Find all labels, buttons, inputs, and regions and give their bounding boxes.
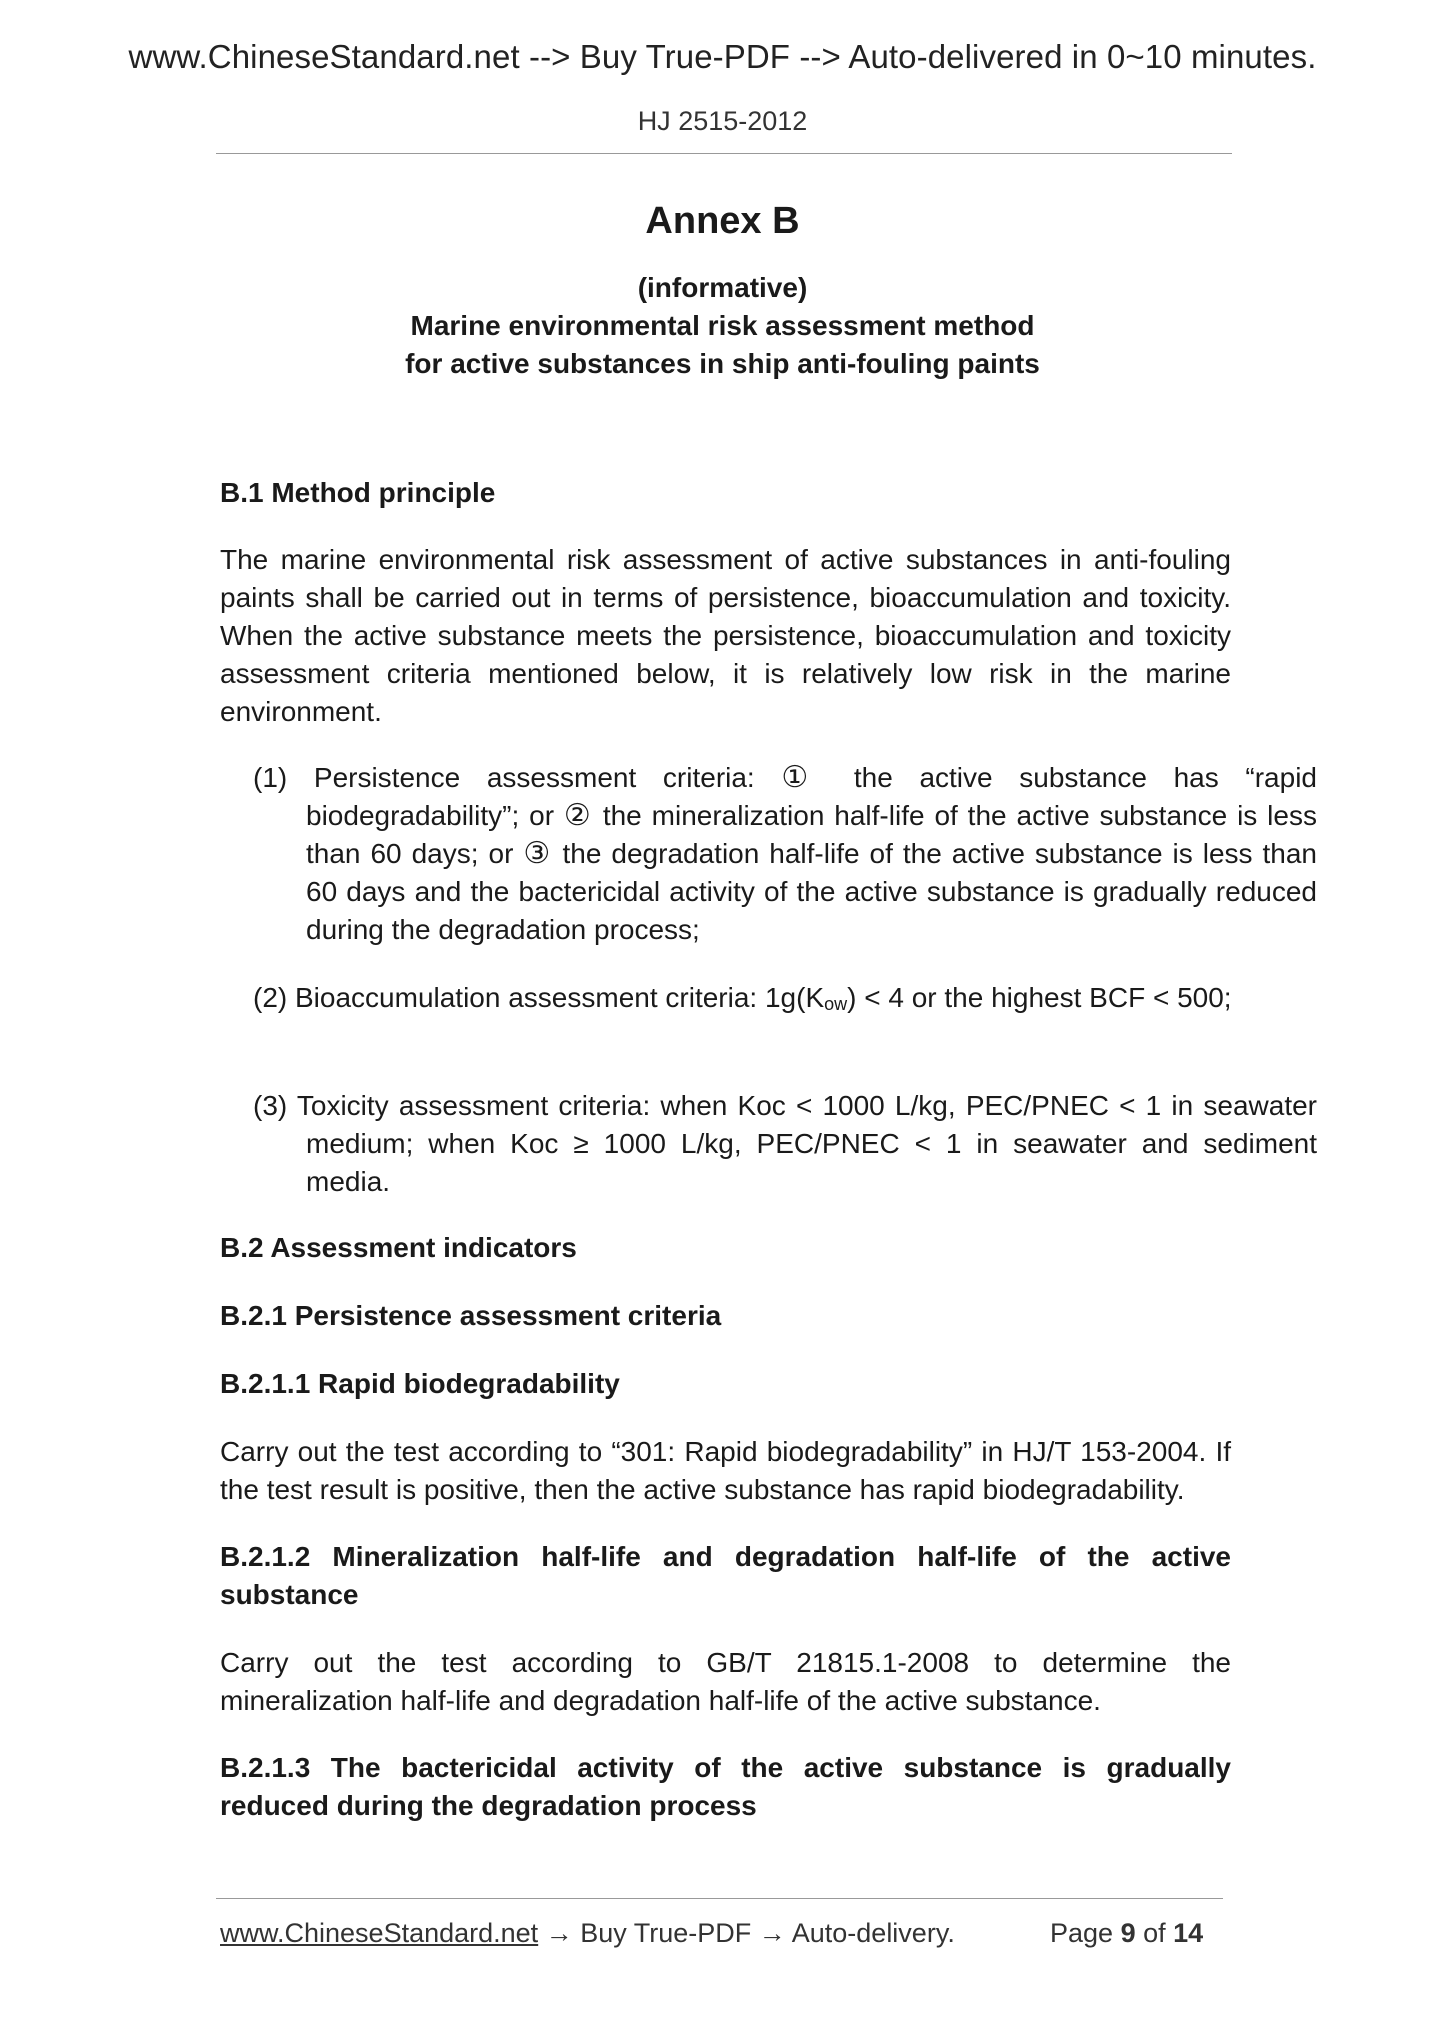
criteria-item-persistence: (1) Persistence assessment criteria: ① the active substance has “rapid biodegradability”; or ② the mineralization half-life of the active substance is less than 60 days; or ③ the degradation half-life of the active substance is less than 60 days and the bactericidal activity of the active substance is gradually reduced during the degradation process; <box>253 760 1318 945</box>
annex-subtitle-line1: Marine environmental risk assessment method <box>410 310 1035 341</box>
section-b212-heading: B.2.1.2 Mineralization half-life and degradation half-life of the active substance <box>220 1541 1231 1610</box>
annex-kind: (informative) <box>637 272 808 303</box>
annex-subtitle-line2: for active substances in ship anti-fouling paints <box>405 348 1040 379</box>
section-b211-heading: B.2.1.1 Rapid biodegradability <box>220 1368 620 1399</box>
section-b212-text: Carry out the test according to GB/T 21815.1-2008 to determine the mineralization half-life and degradation half-life of the active substance. <box>220 1647 1231 1716</box>
section-b21-heading: B.2.1 Persistence assessment criteria <box>220 1300 722 1331</box>
page-number: 9 <box>1120 1918 1136 1948</box>
section-b2-heading: B.2 Assessment indicators <box>220 1232 577 1263</box>
criteria-item-bioaccumulation: (2) Bioaccumulation assessment criteria: $1g(K_{ow}) < 4$ or the highest BCF < 500; <box>253 982 1232 1014</box>
footer-left: www.ChineseStandard.net → Buy True-PDF → Auto-delivery. <box>220 1918 955 1948</box>
header-divider <box>216 153 1232 154</box>
annex-title: Annex B <box>645 200 800 242</box>
document-code: HJ 2515-2012 <box>637 106 808 136</box>
criteria-item-toxicity: (3) Toxicity assessment criteria: when Koc < 1000 L/kg, PEC/PNEC < 1 in seawater medium; when Koc ≥ 1000 L/kg, PEC/PNEC < 1 in seawater and sediment media. <box>253 1090 1317 1197</box>
page-total: 14 <box>1173 1918 1204 1948</box>
section-b213-heading: B.2.1.3 The bactericidal activity of the active substance is gradually reduced during the degradation process <box>220 1752 1231 1821</box>
top-banner: www.ChineseStandard.net --> Buy True-PDF --> Auto-delivered in 0~10 minutes. <box>128 38 1317 75</box>
section-b1-paragraph: The marine environmental risk assessment of active substances in anti-fouling paints shall be carried out in terms of persistence, bioaccumulation and toxicity. When the active substance meets the persistence, bioaccumulation and toxicity assessment criteria mentioned below, it is relatively low risk in the marine environment. <box>220 544 1231 727</box>
section-b211-text: Carry out the test according to “301: Rapid biodegradability” in HJ/T 153-2004. If the test result is positive, then the active substance has rapid biodegradability. <box>220 1436 1231 1505</box>
section-b1-heading: B.1 Method principle <box>220 477 496 508</box>
footer-divider <box>216 1898 1223 1899</box>
footer-link[interactable]: www.ChineseStandard.net <box>220 1918 539 1948</box>
page-indicator: Page 9 of 14 <box>1050 1918 1204 1948</box>
